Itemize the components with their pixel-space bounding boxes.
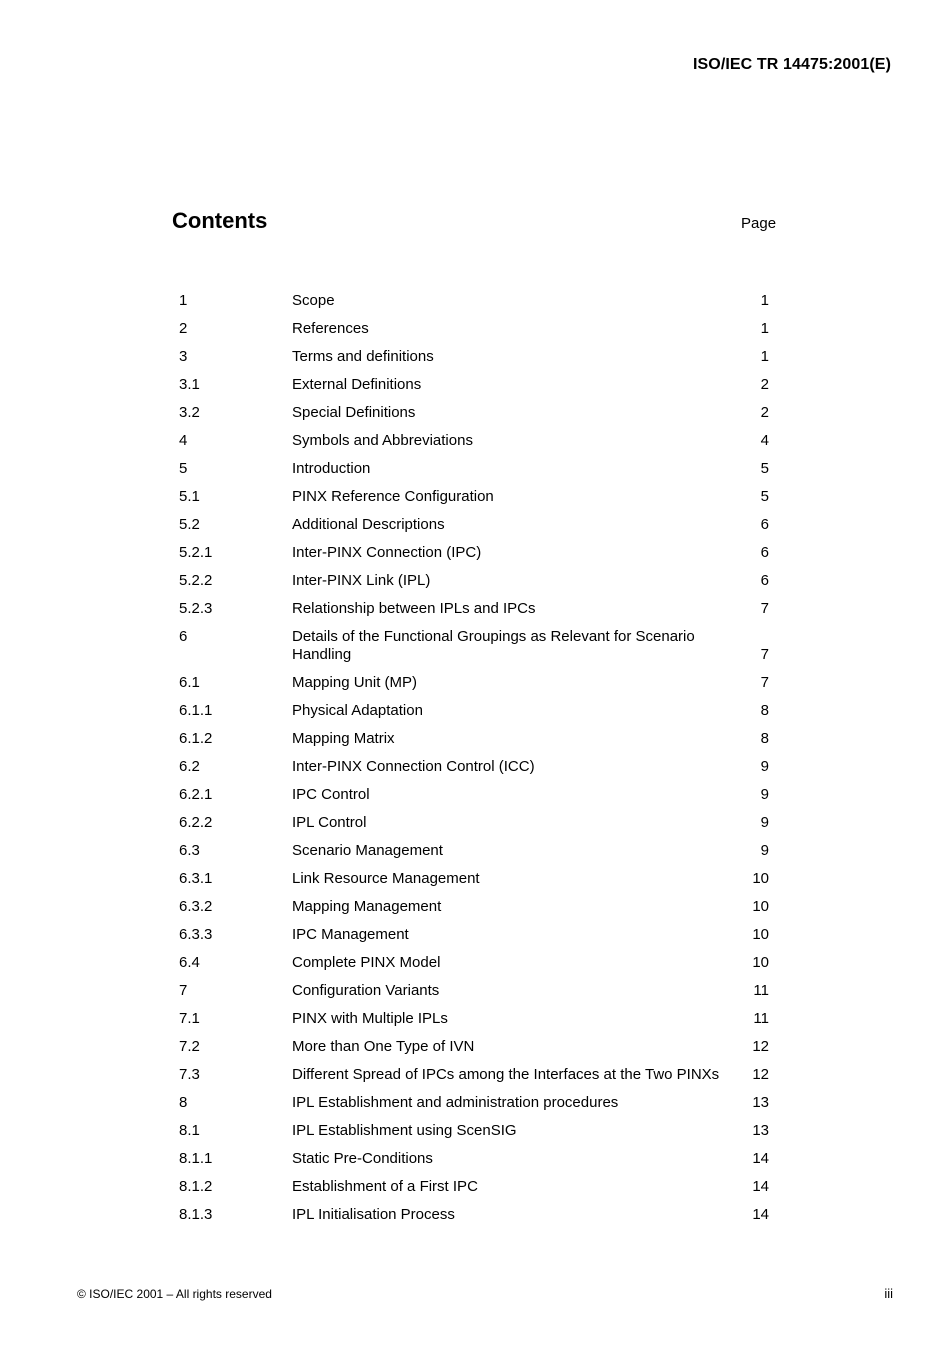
toc-entry-number: 8.1.2 [179,1178,213,1195]
toc-entry[interactable] [179,673,769,701]
toc-entry-number: 7.3 [179,1066,200,1083]
toc-entry-page: 9 [760,786,769,803]
toc-entry-page: 2 [760,376,769,393]
toc-entry-title[interactable]: Scope [292,292,335,309]
toc-entry-page: 11 [753,982,769,999]
toc-entry-number: 7.1 [179,1010,200,1027]
toc-entry-page: 13 [752,1094,769,1111]
toc-entry[interactable] [179,869,769,897]
toc-entry-number: 7 [179,982,188,999]
toc-entry-title[interactable]: Scenario Management [292,842,443,859]
toc-entry-number: 6.4 [179,954,200,971]
toc-entry[interactable] [179,347,769,375]
toc-entry-number: 6.2.2 [179,814,213,831]
toc-entry-number: 5.2.1 [179,544,213,561]
toc-entry-number: 6.3.1 [179,870,213,887]
toc-entry-title[interactable]: Link Resource Management [292,870,480,887]
toc-entry[interactable] [179,729,769,757]
toc-entry-page: 9 [760,758,769,775]
copyright-footer: © ISO/IEC 2001 – All rights reserved [77,1287,272,1301]
toc-entry-title[interactable]: Physical Adaptation [292,702,423,719]
toc-entry-title[interactable]: Symbols and Abbreviations [292,432,473,449]
toc-entry-page: 10 [752,954,769,971]
toc-entry-page: 1 [760,292,769,309]
toc-entry-title[interactable]: Mapping Unit (MP) [292,674,418,691]
toc-entry-page: 14 [752,1150,769,1167]
toc-entry[interactable] [179,319,769,347]
document-id-header: ISO/IEC TR 14475:2001(E) [692,56,891,73]
toc-entry-page: 7 [760,646,769,663]
toc-entry-number: 2 [179,320,188,337]
toc-entry[interactable] [179,1121,769,1149]
toc-entry-page: 9 [760,814,769,831]
toc-entry-page: 12 [752,1038,769,1055]
toc-entry[interactable] [179,515,769,543]
toc-entry-title[interactable]: Introduction [292,460,371,477]
toc-entry[interactable] [179,571,769,599]
toc-entry-title[interactable]: Configuration Variants [292,982,440,999]
toc-entry-number: 6.3 [179,842,200,859]
toc-entry-number: 6.1.2 [179,730,213,747]
toc-entry-title[interactable]: Inter-PINX Connection Control (ICC) [292,758,535,775]
toc-entry-number: 4 [179,432,188,449]
toc-entry-number: 7.2 [179,1038,200,1055]
toc-entry[interactable] [179,1205,769,1233]
page-number: iii [884,1286,893,1301]
toc-entry-page: 11 [753,1010,769,1027]
toc-entry[interactable] [179,785,769,813]
toc-entry-title[interactable]: IPL Establishment using ScenSIG [292,1122,517,1139]
toc-entry-title[interactable]: PINX Reference Configuration [292,488,494,505]
toc-entry[interactable] [179,1065,769,1093]
toc-entry-page: 10 [752,898,769,915]
toc-entry-page: 1 [760,320,769,337]
toc-entry-page: 7 [760,674,769,691]
toc-entry-number: 8.1.1 [179,1150,213,1167]
toc-entry-page: 1 [760,348,769,365]
toc-entry[interactable] [179,841,769,869]
toc-entry[interactable] [179,1149,769,1177]
toc-entry-title[interactable]: PINX with Multiple IPLs [292,1010,448,1027]
toc-entry[interactable] [179,459,769,487]
toc-entry[interactable] [179,627,769,673]
toc-entry-page: 13 [752,1122,769,1139]
toc-entry-page: 7 [760,600,769,617]
toc-entry[interactable] [179,291,769,319]
toc-entry-page: 10 [752,870,769,887]
toc-entry-number: 6.1.1 [179,702,213,719]
toc-entry[interactable] [179,925,769,953]
page-column-label: Page [741,215,777,232]
toc-entry-page: 6 [760,572,769,589]
toc-entry[interactable] [179,813,769,841]
toc-entry-title[interactable]: Mapping Matrix [292,730,395,747]
toc-entry-number: 5.2 [179,516,200,533]
toc-entry-page: 8 [760,702,769,719]
toc-entry-title[interactable]: IPC Management [292,926,409,943]
toc-entry[interactable] [179,1037,769,1065]
toc-entry-title[interactable]: IPL Establishment and administration procedures [292,1094,619,1111]
table-of-contents [179,291,769,1233]
toc-entry-number: 6.2 [179,758,200,775]
toc-entry-number: 6.1 [179,674,200,691]
toc-entry-number: 5 [179,460,188,477]
toc-entry-number: 6.3.2 [179,898,213,915]
toc-entry[interactable] [179,375,769,403]
toc-entry[interactable] [179,1177,769,1205]
toc-entry-page: 5 [760,488,769,505]
toc-entry-title[interactable]: Details of the Functional Groupings as Relevant for Scenario Handling [292,628,695,663]
toc-entry-page: 9 [760,842,769,859]
toc-entry-number: 1 [179,292,188,309]
toc-entry-title[interactable]: Inter-PINX Link (IPL) [292,572,431,589]
toc-entry[interactable] [179,953,769,981]
toc-entry-page: 6 [760,544,769,561]
toc-entry[interactable] [179,403,769,431]
toc-entry-number: 8.1 [179,1122,200,1139]
toc-entry-number: 6.3.3 [179,926,213,943]
toc-entry[interactable] [179,431,769,459]
toc-entry-number: 5.2.2 [179,572,213,589]
toc-entry[interactable] [179,701,769,729]
toc-entry-title[interactable]: IPL Initialisation Process [292,1206,455,1223]
toc-entry-number: 8.1.3 [179,1206,213,1223]
toc-entry-title[interactable]: More than One Type of IVN [292,1038,475,1055]
toc-entry-number: 8 [179,1094,188,1111]
toc-entry-number: 3.2 [179,404,200,421]
toc-entry-number: 6.2.1 [179,786,213,803]
toc-entry-page: 14 [752,1206,769,1223]
toc-entry-number: 3 [179,348,188,365]
toc-entry-page: 10 [752,926,769,943]
toc-entry[interactable] [179,599,769,627]
toc-entry-page: 8 [760,730,769,747]
toc-entry-number: 6 [179,628,188,645]
toc-entry[interactable] [179,487,769,515]
toc-entry-page: 14 [752,1178,769,1195]
toc-entry-number: 5.2.3 [179,600,213,617]
toc-entry-title[interactable]: Inter-PINX Connection (IPC) [292,544,482,561]
toc-entry-title[interactable]: Relationship between IPLs and IPCs [292,600,536,617]
toc-entry-page: 12 [752,1066,769,1083]
toc-entry-title[interactable]: References [292,320,369,337]
toc-entry[interactable] [179,543,769,571]
contents-title: Contents [172,208,268,233]
toc-entry[interactable] [179,981,769,1009]
toc-entry-number: 3.1 [179,376,200,393]
toc-entry-title[interactable]: IPC Control [292,786,370,803]
toc-entry-page: 5 [760,460,769,477]
toc-entry-title[interactable]: Different Spread of IPCs among the Interfaces at the Two PINXs [292,1066,720,1083]
toc-entry-title[interactable]: Complete PINX Model [292,954,441,971]
toc-entry-title[interactable]: Mapping Management [292,898,442,915]
toc-entry-page: 2 [760,404,769,421]
toc-entry-title[interactable]: Special Definitions [292,404,416,421]
toc-entry[interactable] [179,897,769,925]
toc-entry-title[interactable]: IPL Control [292,814,367,831]
toc-entry[interactable] [179,1009,769,1037]
toc-entry-title[interactable]: Establishment of a First IPC [292,1178,478,1195]
toc-entry[interactable] [179,757,769,785]
toc-entry-title[interactable]: Static Pre-Conditions [292,1150,433,1167]
toc-entry-title[interactable]: Additional Descriptions [292,516,445,533]
toc-entry-page: 6 [760,516,769,533]
toc-entry[interactable] [179,1093,769,1121]
toc-entry-title[interactable]: Terms and definitions [292,348,434,365]
toc-entry-page: 4 [760,432,769,449]
toc-entry-number: 5.1 [179,488,200,505]
toc-entry-title[interactable]: External Definitions [292,376,422,393]
